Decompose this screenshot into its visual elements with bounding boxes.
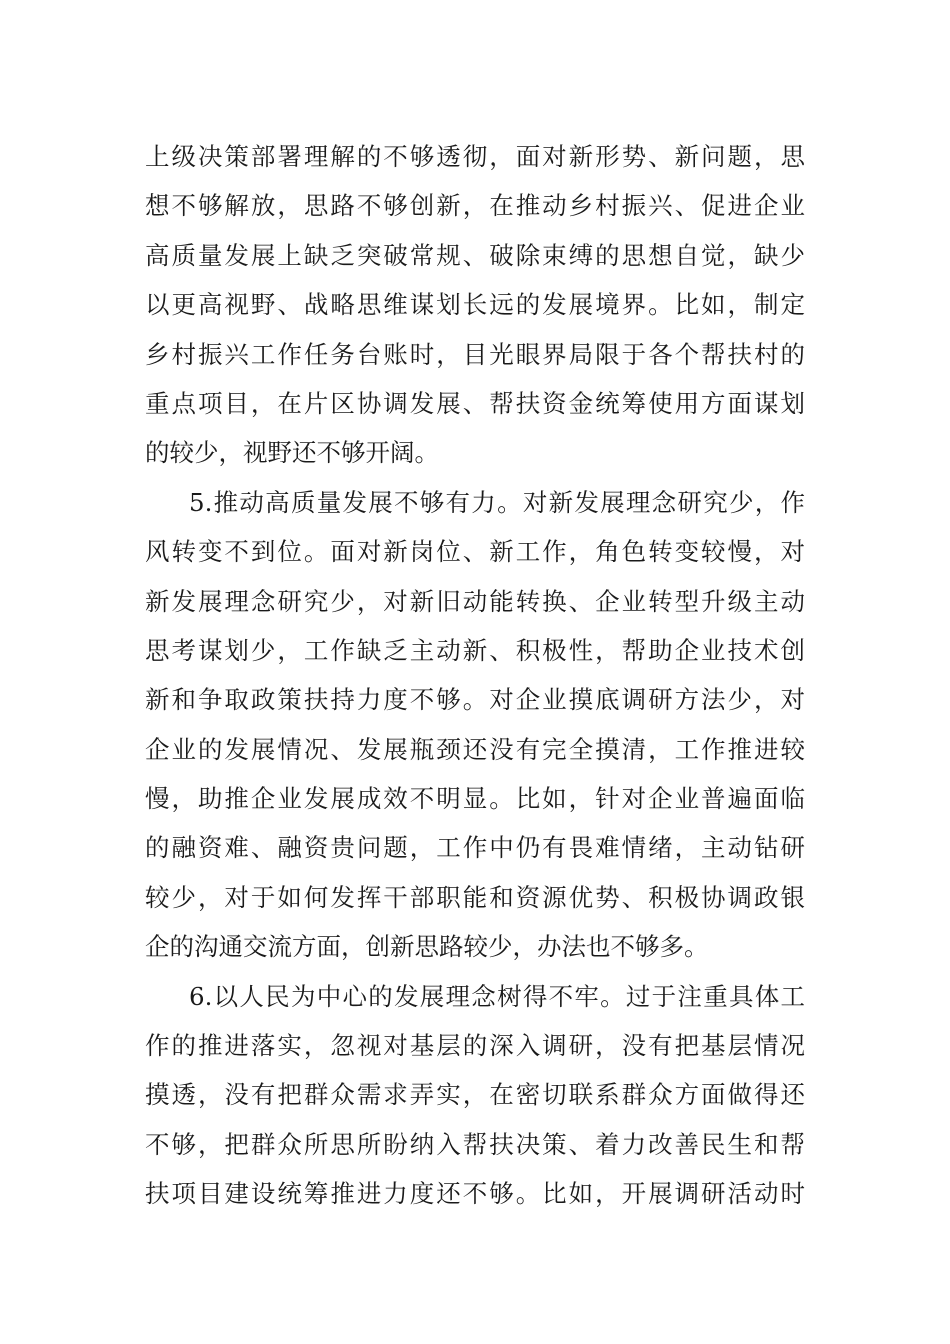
text-line: 高质量发展上缺乏突破常规、破除束缚的思想自觉，缺少	[145, 240, 805, 270]
text-line: 新发展理念研究少，对新旧动能转换、企业转型升级主动	[145, 586, 805, 616]
text-line: 乡村振兴工作任务台账时，目光眼界局限于各个帮扶村的	[145, 339, 805, 369]
text-line: 重点项目，在片区协调发展、帮扶资金统筹使用方面谋划	[145, 388, 805, 418]
text-line: 不够，把群众所思所盼纳入帮扶决策、着力改善民生和帮	[145, 1129, 805, 1159]
paragraph-continuation	[145, 132, 805, 478]
paragraph-item-5	[145, 478, 805, 972]
text-line: 以更高视野、战略思维谋划长远的发展境界。比如，制定	[145, 290, 805, 320]
text-line: 风转变不到位。面对新岗位、新工作，角色转变较慢，对	[145, 537, 805, 567]
document-body	[145, 132, 805, 1219]
text-line: 企业的发展情况、发展瓶颈还没有完全摸清，工作推进较	[145, 734, 805, 764]
text-line: 5.推动高质量发展不够有力。对新发展理念研究少，作	[189, 487, 805, 517]
text-line: 作的推进落实，忽视对基层的深入调研，没有把基层情况	[145, 1031, 805, 1061]
text-line: 上级决策部署理解的不够透彻，面对新形势、新问题，思	[145, 142, 805, 171]
text-line: 想不够解放，思路不够创新，在推动乡村振兴、促进企业	[145, 191, 805, 221]
text-line: 较少，对于如何发挥干部职能和资源优势、积极协调政银	[145, 882, 805, 912]
text-line: 摸透，没有把群众需求弄实，在密切联系群众方面做得还	[145, 1080, 805, 1110]
paragraph-item-6	[145, 972, 805, 1219]
text-line: 的较少，视野还不够开阔。	[145, 438, 439, 468]
text-line: 扶项目建设统筹推进力度还不够。比如，开展调研活动时	[145, 1179, 805, 1209]
text-line: 的融资难、融资贵问题，工作中仍有畏难情绪，主动钻研	[145, 833, 805, 863]
text-line: 思考谋划少，工作缺乏主动新、积极性，帮助企业技术创	[145, 635, 805, 665]
text-line: 慢，助推企业发展成效不明显。比如，针对企业普遍面临	[145, 784, 805, 814]
text-line: 新和争取政策扶持力度不够。对企业摸底调研方法少，对	[145, 685, 805, 715]
text-line: 6.以人民为中心的发展理念树得不牢。过于注重具体工	[189, 981, 805, 1011]
text-line: 企的沟通交流方面，创新思路较少，办法也不够多。	[145, 932, 709, 962]
